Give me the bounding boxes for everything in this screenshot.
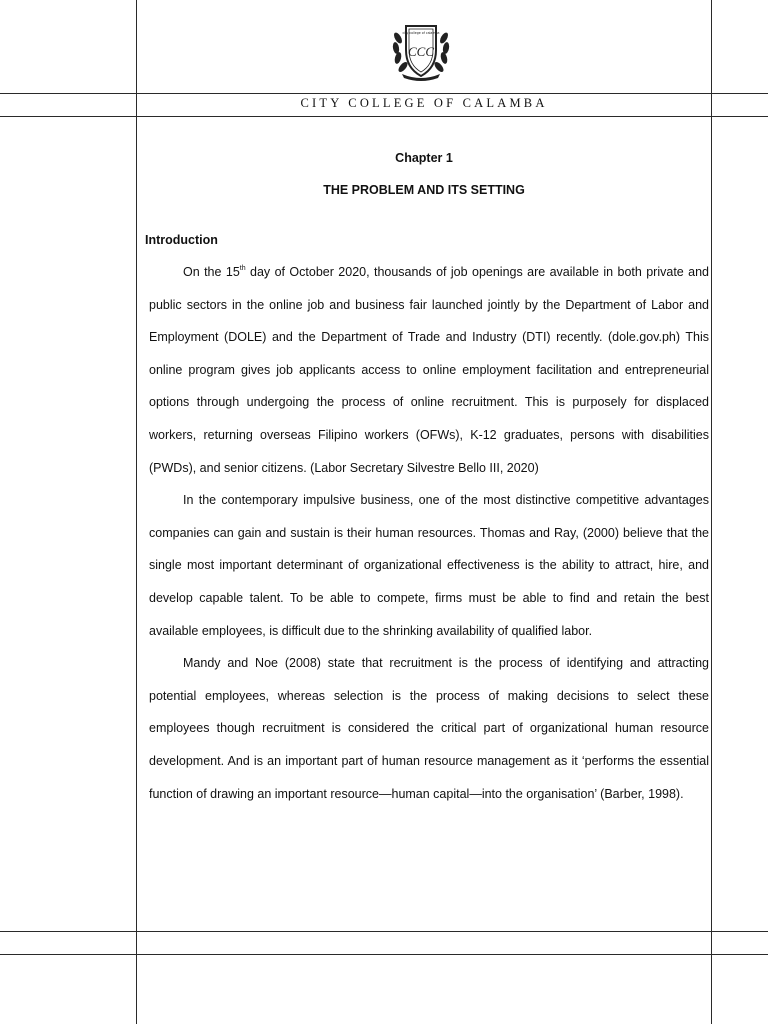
college-name: CITY COLLEGE OF CALAMBA: [300, 96, 548, 110]
footer-bottom-line: [0, 954, 768, 955]
college-logo: [388, 20, 454, 82]
paragraph-2: In the contemporary impulsive business, one of the most distinctive competitive advantages companies can gain and sustain is their human resources. Thomas and Ray, (2000) believe that the single most important determinant of organizational effectiveness is the ability to attract, hire, and develop capable talent. To be able to compete, firms must be able to find and retain the best available employees, is difficult due to the shrinking availability of qualified labor.: [149, 493, 709, 638]
section-heading: Introduction: [145, 233, 218, 247]
chapter-title: THE PROBLEM AND ITS SETTING: [323, 183, 525, 197]
svg-text:city college of calamba: city college of calamba: [402, 31, 440, 35]
body-text: [149, 256, 709, 810]
header-bottom-line: [0, 116, 768, 117]
ordinal-suffix: th: [239, 265, 246, 272]
paragraph-1: [149, 256, 709, 484]
paragraph-1-start: On the 15: [183, 265, 240, 279]
college-seal-icon: [388, 20, 454, 82]
paragraph-3: Mandy and Noe (2008) state that recruitment is the process of identifying and attracting potential employees, whereas selection is the process of making decisions to select these employees though recruitment is considered the critical part of organizational human resource development. And is an important part of human resource management as it ‘performs the essential function of drawing an important resource—human capital—into the organisation’ (Barber, 1998).: [149, 656, 709, 801]
footer-top-line: [0, 931, 768, 932]
paragraph-1-rest: day of October 2020, thousands of job openings are available in both private and public sectors in the online job and business fair launched jointly by the Department of Labor and Employment (DOLE) and the Department of Trade and Industry (DTI) recently. (dole.gov.ph) This online program gives job applicants access to online employment facilitation and entrepreneurial options through undergoing the process of online recruitment. This is purposely for displaced workers, returning overseas Filipino workers (OFWs), K-12 graduates, persons with disabilities (PWDs), and senior citizens. (Labor Secretary Silvestre Bello III, 2020): [149, 265, 710, 475]
header-top-line: [0, 93, 768, 94]
chapter-label: Chapter 1: [395, 151, 453, 165]
svg-text:CCC: CCC: [407, 44, 435, 59]
right-margin-line: [711, 0, 712, 1024]
